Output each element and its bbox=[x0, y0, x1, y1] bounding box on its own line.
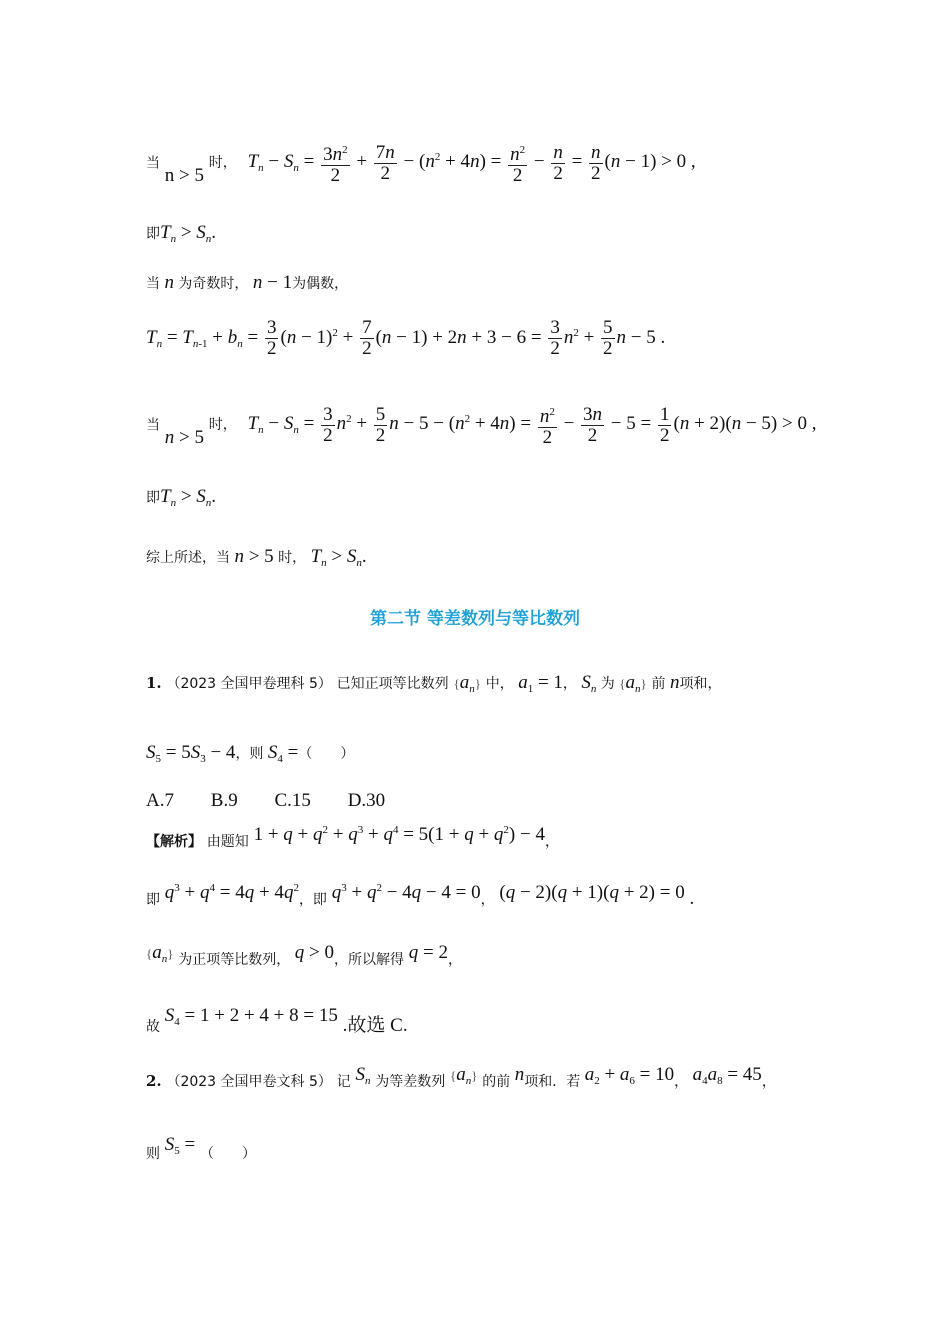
math-tn-sn-odd: $T_n - S_n$ = $\frac{3}{2}$ $n^2$ + $\frac{5}{2}$ $n - 5 - (n^2 + 4n)$ = $\frac{n^2}{2}$ − $\frac{3n}{2}$ − 5 = $\frac{1}{2}$ (n + 2)(n − 5) > 0 , bbox=[247, 403, 817, 448]
condition-n-gt-5: n > 5 bbox=[164, 165, 204, 187]
q1-stem-line-1: 1. （2023 全国甲卷理科 5） 已知正项等比数列 $\{a_n\}$ 中， $a_1 = 1$， $S_n$ 为 $\{a_n\}$ 前 n项和， bbox=[146, 672, 722, 695]
condition-n-gt-5-2: n > 5 bbox=[164, 427, 204, 449]
q2-source: （2023 全国甲卷文科 5） bbox=[166, 1074, 332, 1090]
q1-option-a[interactable]: A.7 bbox=[146, 790, 174, 811]
derivation-line-6: 即$T_n > S_n$. bbox=[146, 486, 217, 509]
derivation-line-2 bbox=[146, 222, 216, 245]
q1-analysis-1: 【解析】 由题知 $1 + q + q^2 + q^3 + q^4 = 5(1 + q + q^2) - 4$， bbox=[146, 824, 559, 850]
analysis-label: 【解析】 bbox=[146, 834, 202, 850]
q1-source: （2023 全国甲卷理科 5） bbox=[166, 676, 332, 692]
q2-stem-line-2: 则 $S_5$ = （ ） bbox=[146, 1134, 257, 1162]
q2-number: 2. bbox=[146, 1072, 162, 1090]
text-ji: 即 bbox=[146, 226, 160, 242]
derivation-conclusion: 综上所述，当 n > 5 时， $T_n > S_n$. bbox=[146, 546, 367, 569]
q2-stem-line-1: 2. （2023 全国甲卷文科 5） 记 $S_n$ 为等差数列 $\{a_n\}$ 的前 n项和．若 $a_2 + a_6 = 10$， $a_4a_8 = 45$， bbox=[146, 1064, 776, 1090]
derivation-line-3: 当 n 为奇数时， n − 1为偶数， bbox=[146, 272, 349, 293]
derivation-line-4 bbox=[146, 318, 665, 359]
q1-stem-line-2: $S_5 = 5S_3 - 4$，则 $S_4$ =（ ） bbox=[146, 742, 355, 765]
text-dang-2: 当 bbox=[146, 417, 160, 434]
text-dang: 当 bbox=[146, 155, 160, 172]
q1-option-c[interactable]: C.15 bbox=[274, 790, 311, 811]
derivation-line-5 bbox=[146, 402, 816, 448]
text-odd-case: 当 bbox=[146, 276, 165, 292]
q1-option-d[interactable]: D.30 bbox=[347, 790, 386, 811]
text-shi-2: 时， bbox=[208, 417, 237, 434]
q1-number: 1. bbox=[146, 674, 162, 692]
math-tn-odd: $T_n = T_{n-1} + b_n$ = $\frac{3}{2}$ $(n - 1)^2$ + $\frac{7}{2}$ (n − 1) + 2n + 3 − 6 = $\frac{3}{2}$ $n^2$ + $\frac{5}{2}$ n − 5 . bbox=[146, 317, 666, 359]
math-tn-sn-even-render: $T_n - S_n$ = $\frac{3n^2}{2}$ + $\frac{7n}{2}$ − $(n^2 + 4n)$ = $\frac{n^2}{2}$ − $\frac{n}{2}$ = $\frac{n}{2}$ (n − 1) > 0 , bbox=[247, 141, 696, 186]
section-title: 第二节 等差数列与等比数列 bbox=[370, 609, 580, 629]
q1-option-b[interactable]: B.9 bbox=[210, 790, 238, 811]
text-shi: 时， bbox=[208, 155, 237, 172]
q1-analysis-2: 即 $q^3 + q^4 = 4q + 4q^2$，即 $q^3 + q^2 - 4q - 4 = 0$， (q − 2)(q + 1)(q + 2) = 0 . bbox=[146, 882, 695, 909]
math-tn-gt-sn-1: $T_n > S_n$. bbox=[160, 222, 217, 245]
q1-analysis-4: 故 $S_4 = 1 + 2 + 4 + 8 = 15$ .故选 C. bbox=[146, 1005, 408, 1036]
derivation-line-1 bbox=[146, 140, 696, 186]
q1-options bbox=[146, 790, 417, 812]
q1-analysis-3: $\{a_n\}$ 为正项等比数列， q > 0，所以解得 q = 2， bbox=[146, 942, 462, 968]
